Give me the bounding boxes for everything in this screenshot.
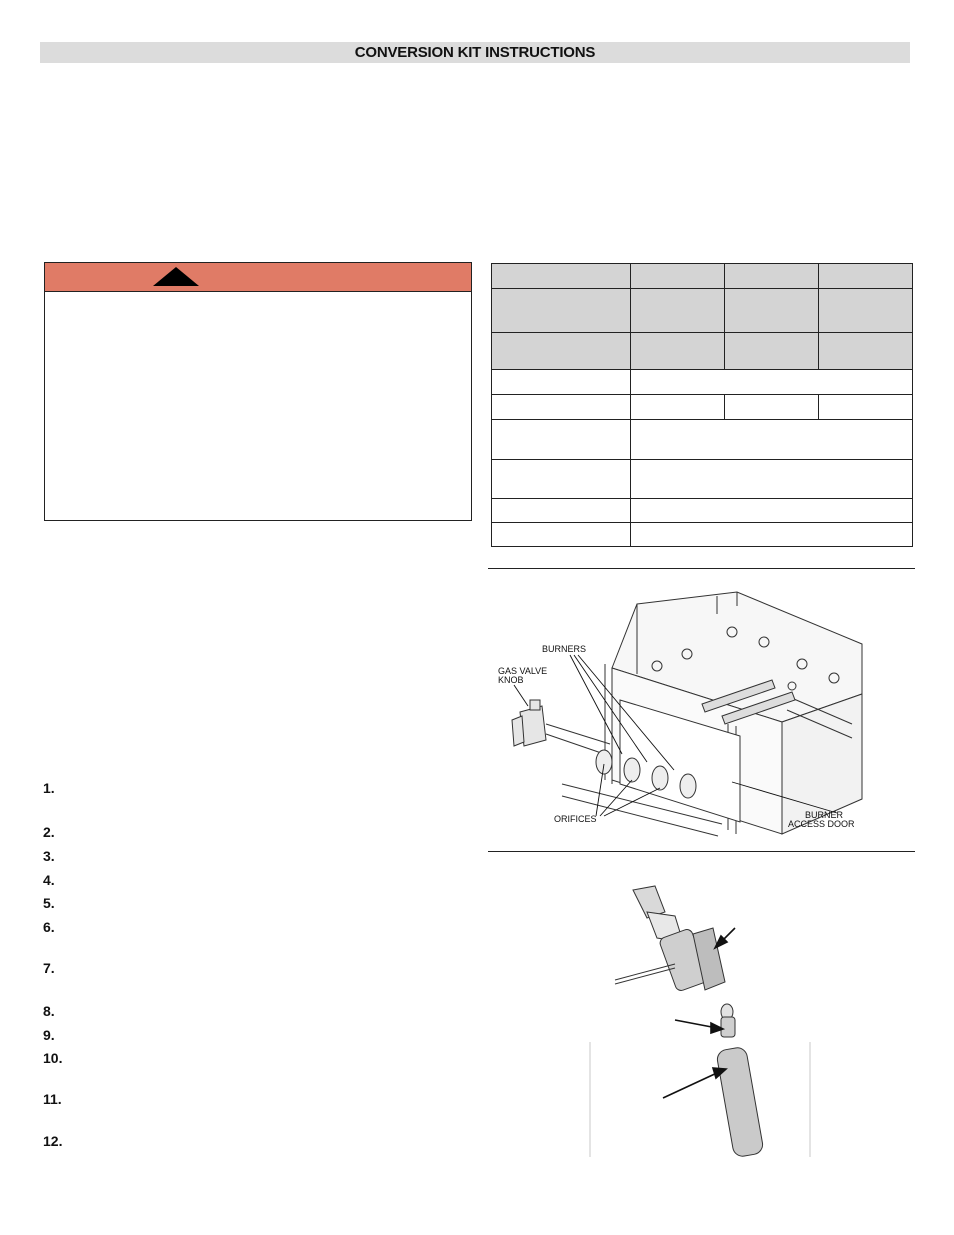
orifice-detail-figure xyxy=(585,872,825,1157)
table-row xyxy=(492,499,913,522)
step-number: 7. xyxy=(43,960,55,976)
burner-access-door-label-line2: ACCESS DOOR xyxy=(788,819,855,829)
step-number: 3. xyxy=(43,848,55,864)
burner-access-door-label-line1: BURNER xyxy=(805,810,844,820)
section-title: CONVERSION KIT INSTRUCTIONS xyxy=(354,44,596,61)
table-row xyxy=(492,522,913,546)
gas-valve-knob-label-line1: GAS VALVE xyxy=(498,666,548,676)
figure-divider-rule xyxy=(488,851,915,852)
table-row xyxy=(492,289,913,332)
step-number: 12. xyxy=(43,1133,63,1149)
table-row xyxy=(492,419,913,459)
figure-top-rule xyxy=(488,568,915,569)
burner-assembly-figure xyxy=(492,584,912,844)
step-number: 6. xyxy=(43,919,55,935)
step-number: 10. xyxy=(43,1050,63,1066)
conversion-spec-table xyxy=(491,263,913,547)
step-number: 1. xyxy=(43,780,55,796)
step-number: 9. xyxy=(43,1027,55,1043)
section-header xyxy=(40,42,910,63)
step-number: 2. xyxy=(43,824,55,840)
table-row xyxy=(492,370,913,395)
step-number: 5. xyxy=(43,895,55,911)
step-number: 4. xyxy=(43,872,55,888)
warning-box xyxy=(44,262,472,521)
table-row xyxy=(492,332,913,369)
table-row xyxy=(492,264,913,289)
gas-valve-knob-label-line2: KNOB xyxy=(498,675,524,685)
table-row xyxy=(492,395,913,419)
step-number: 11. xyxy=(43,1091,62,1107)
table-row xyxy=(492,460,913,499)
orifices-label: ORIFICES xyxy=(554,814,597,824)
warning-header xyxy=(45,263,471,292)
warning-triangle-icon xyxy=(153,267,199,286)
step-number: 8. xyxy=(43,1003,55,1019)
burners-label: BURNERS xyxy=(542,644,587,654)
